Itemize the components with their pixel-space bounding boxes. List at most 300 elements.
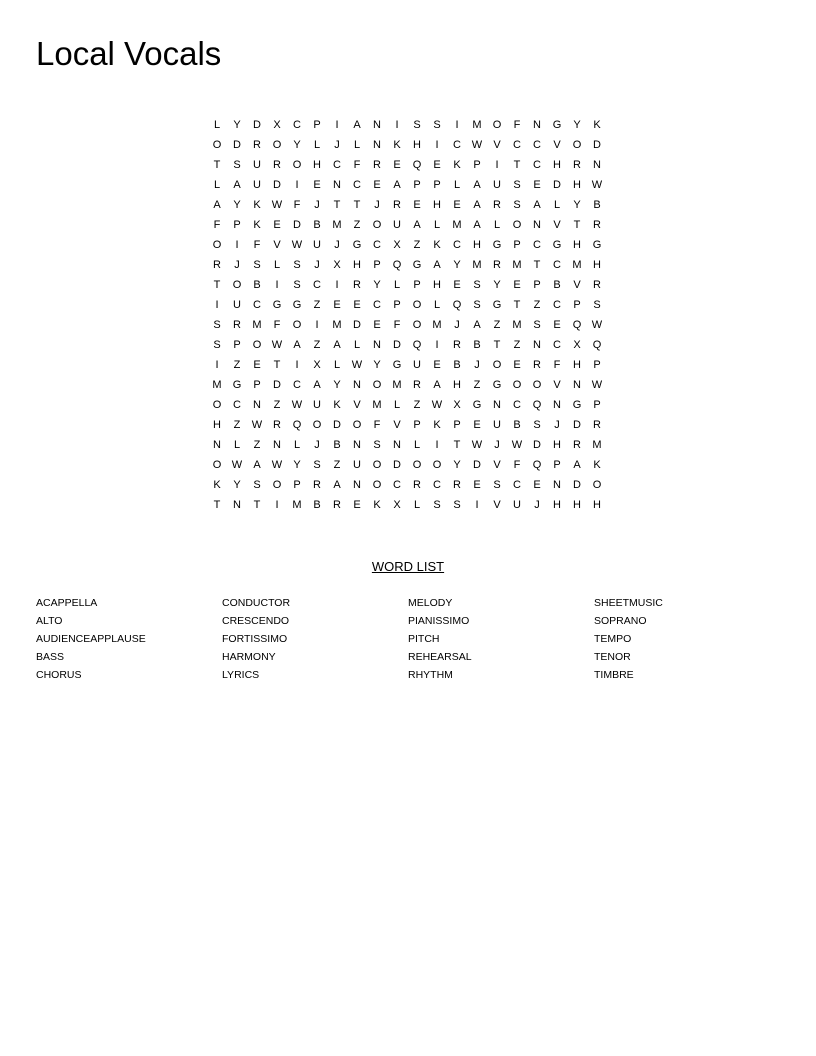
grid-letter: W <box>591 319 603 331</box>
grid-letter: G <box>232 379 242 391</box>
grid-letter: T <box>513 299 521 311</box>
grid-letter: R <box>353 279 361 291</box>
grid-letter: F <box>353 159 361 171</box>
grid-letter: A <box>473 199 481 211</box>
grid-letter: A <box>413 219 421 231</box>
grid-letter: W <box>591 179 603 191</box>
grid-letter: E <box>413 199 421 211</box>
grid-letter: L <box>333 359 341 371</box>
grid-letter: I <box>315 319 319 331</box>
grid-letter: G <box>412 259 422 271</box>
grid-letter: A <box>253 459 261 471</box>
grid-letter: H <box>553 499 561 511</box>
grid-letter: M <box>252 319 262 331</box>
word-list-item: CONDUCTOR <box>222 597 291 609</box>
grid-letter: U <box>313 239 321 251</box>
grid-letter: M <box>572 259 582 271</box>
word-list-item: PIANISSIMO <box>408 615 470 627</box>
grid-letter: K <box>253 199 261 211</box>
grid-letter: X <box>453 399 461 411</box>
letter-grid <box>207 115 607 515</box>
grid-letter: Y <box>573 199 581 211</box>
grid-letter: W <box>511 439 523 451</box>
grid-letter: S <box>513 179 521 191</box>
grid-letter: U <box>233 299 241 311</box>
grid-letter: H <box>573 179 581 191</box>
grid-letter: Y <box>233 479 241 491</box>
grid-letter: S <box>593 299 601 311</box>
grid-letter: O <box>292 319 302 331</box>
grid-letter: G <box>552 239 562 251</box>
grid-letter: K <box>453 159 461 171</box>
word-list-item: HARMONY <box>222 651 276 663</box>
grid-letter: D <box>533 439 541 451</box>
grid-letter: R <box>593 419 601 431</box>
grid-letter: H <box>433 279 441 291</box>
grid-letter: J <box>334 139 340 151</box>
grid-letter: Z <box>333 459 341 471</box>
grid-letter: O <box>212 239 222 251</box>
grid-letter: X <box>313 359 321 371</box>
grid-letter: Z <box>473 379 481 391</box>
grid-letter: P <box>253 379 261 391</box>
grid-letter: C <box>333 159 341 171</box>
grid-letter: P <box>413 279 421 291</box>
grid-letter: R <box>493 259 501 271</box>
grid-letter: P <box>473 159 481 171</box>
grid-letter: R <box>273 419 281 431</box>
word-list <box>36 594 780 684</box>
grid-letter: E <box>353 499 361 511</box>
grid-letter: N <box>333 179 341 191</box>
grid-letter: E <box>433 159 441 171</box>
grid-letter: C <box>513 399 521 411</box>
grid-letter: J <box>554 419 560 431</box>
grid-letter: N <box>373 119 381 131</box>
grid-letter: B <box>453 359 461 371</box>
grid-letter: N <box>373 139 381 151</box>
grid-letter: T <box>333 199 341 211</box>
grid-letter: R <box>573 439 581 451</box>
grid-letter: O <box>212 459 222 471</box>
grid-letter: A <box>473 319 481 331</box>
grid-letter: J <box>234 259 240 271</box>
grid-letter: S <box>293 259 301 271</box>
grid-letter: A <box>573 459 581 471</box>
grid-letter: W <box>271 339 283 351</box>
grid-letter: D <box>273 179 281 191</box>
grid-letter: W <box>231 459 243 471</box>
grid-letter: M <box>332 219 342 231</box>
grid-letter: L <box>353 339 361 351</box>
grid-letter: S <box>453 499 461 511</box>
grid-letter: G <box>472 399 482 411</box>
grid-letter: U <box>493 179 501 191</box>
grid-letter: N <box>213 439 221 451</box>
grid-letter: E <box>533 179 541 191</box>
grid-letter: N <box>233 499 241 511</box>
grid-letter: I <box>235 239 239 251</box>
grid-letter: K <box>213 479 221 491</box>
grid-letter: M <box>432 319 442 331</box>
grid-letter: O <box>572 139 582 151</box>
grid-letter: Q <box>532 399 542 411</box>
grid-letter: G <box>572 399 582 411</box>
grid-letter: V <box>393 419 401 431</box>
grid-letter: L <box>213 119 221 131</box>
grid-letter: C <box>553 259 561 271</box>
grid-letter: P <box>433 179 441 191</box>
grid-letter: N <box>273 439 281 451</box>
grid-letter: I <box>435 439 439 451</box>
grid-letter: O <box>412 299 422 311</box>
grid-letter: V <box>573 279 581 291</box>
grid-letter: C <box>393 479 401 491</box>
grid-letter: G <box>392 359 402 371</box>
grid-letter: C <box>433 479 441 491</box>
grid-letter: V <box>553 219 561 231</box>
grid-letter: W <box>271 459 283 471</box>
grid-letter: E <box>453 279 461 291</box>
grid-letter: A <box>393 179 401 191</box>
grid-letter: E <box>373 179 381 191</box>
grid-letter: K <box>593 119 601 131</box>
grid-letter: R <box>453 339 461 351</box>
grid-letter: U <box>253 179 261 191</box>
grid-letter: L <box>413 439 421 451</box>
grid-letter: I <box>295 359 299 371</box>
grid-letter: M <box>212 379 222 391</box>
grid-letter: Z <box>313 339 321 351</box>
grid-letter: H <box>353 259 361 271</box>
grid-letter: V <box>273 239 281 251</box>
grid-letter: I <box>215 299 219 311</box>
grid-letter: R <box>453 479 461 491</box>
grid-letter: B <box>513 419 521 431</box>
grid-letter: B <box>553 279 561 291</box>
grid-letter: H <box>593 259 601 271</box>
grid-letter: M <box>392 379 402 391</box>
grid-letter: P <box>553 459 561 471</box>
grid-letter: B <box>313 219 321 231</box>
grid-letter: W <box>351 359 363 371</box>
grid-letter: I <box>275 279 279 291</box>
grid-letter: N <box>353 479 361 491</box>
grid-letter: R <box>333 499 341 511</box>
word-list-item: CRESCENDO <box>222 615 290 627</box>
grid-letter: P <box>233 339 241 351</box>
grid-letter: R <box>213 259 221 271</box>
grid-letter: G <box>292 299 302 311</box>
grid-letter: Y <box>493 279 501 291</box>
grid-letter: N <box>573 379 581 391</box>
grid-letter: S <box>373 439 381 451</box>
grid-letter: Z <box>533 299 541 311</box>
grid-letter: M <box>472 259 482 271</box>
grid-letter: E <box>333 299 341 311</box>
grid-letter: X <box>273 119 281 131</box>
grid-letter: A <box>213 199 221 211</box>
grid-letter: S <box>253 259 261 271</box>
grid-letter: H <box>573 239 581 251</box>
grid-letter: S <box>533 319 541 331</box>
grid-letter: N <box>553 399 561 411</box>
grid-letter: A <box>313 379 321 391</box>
grid-letter: C <box>513 479 521 491</box>
grid-letter: D <box>573 479 581 491</box>
grid-letter: N <box>533 119 541 131</box>
grid-letter: S <box>533 419 541 431</box>
grid-letter: O <box>232 279 242 291</box>
grid-letter: Q <box>572 319 582 331</box>
grid-letter: J <box>374 199 380 211</box>
grid-letter: V <box>493 499 501 511</box>
grid-letter: O <box>312 419 322 431</box>
grid-letter: F <box>393 319 401 331</box>
grid-letter: M <box>452 219 462 231</box>
word-list-item: MELODY <box>408 597 453 609</box>
grid-letter: O <box>432 459 442 471</box>
grid-letter: W <box>291 399 303 411</box>
grid-letter: I <box>495 159 499 171</box>
grid-letter: H <box>413 139 421 151</box>
grid-letter: T <box>453 439 461 451</box>
grid-letter: P <box>373 259 381 271</box>
grid-letter: D <box>293 219 301 231</box>
grid-letter: J <box>534 499 540 511</box>
grid-letter: J <box>454 319 460 331</box>
grid-letter: E <box>393 159 401 171</box>
word-list-item: LYRICS <box>222 669 260 681</box>
grid-letter: R <box>393 199 401 211</box>
grid-letter: T <box>573 219 581 231</box>
grid-letter: H <box>553 439 561 451</box>
grid-letter: E <box>553 319 561 331</box>
grid-letter: I <box>475 499 479 511</box>
grid-letter: R <box>593 279 601 291</box>
grid-letter: K <box>433 239 441 251</box>
grid-letter: K <box>253 219 261 231</box>
word-list-heading <box>0 559 816 575</box>
grid-letter: M <box>592 439 602 451</box>
grid-letter: T <box>253 499 261 511</box>
grid-letter: K <box>593 459 601 471</box>
grid-letter: A <box>433 379 441 391</box>
grid-letter: E <box>373 319 381 331</box>
grid-letter: N <box>393 439 401 451</box>
grid-letter: F <box>213 219 221 231</box>
grid-letter: Z <box>353 219 361 231</box>
grid-letter: C <box>453 139 461 151</box>
grid-letter: F <box>513 459 521 471</box>
word-list-item: RHYTHM <box>408 669 453 681</box>
grid-letter: A <box>533 199 541 211</box>
grid-letter: I <box>455 119 459 131</box>
grid-letter: H <box>573 359 581 371</box>
grid-letter: D <box>393 339 401 351</box>
word-list-item: TIMBRE <box>594 669 634 681</box>
grid-letter: A <box>333 479 341 491</box>
grid-letter: D <box>393 459 401 471</box>
grid-letter: N <box>533 339 541 351</box>
grid-letter: O <box>372 459 382 471</box>
grid-letter: U <box>313 399 321 411</box>
grid-letter: Y <box>373 359 381 371</box>
grid-letter: H <box>573 499 581 511</box>
grid-letter: S <box>213 319 221 331</box>
word-list-item: AUDIENCEAPPLAUSE <box>36 633 146 645</box>
grid-letter: O <box>272 139 282 151</box>
grid-letter: I <box>215 359 219 371</box>
grid-letter: T <box>273 359 281 371</box>
grid-letter: M <box>332 319 342 331</box>
grid-letter: I <box>395 119 399 131</box>
grid-letter: R <box>493 199 501 211</box>
grid-letter: E <box>253 359 261 371</box>
word-list-heading-text: WORD LIST <box>371 559 445 574</box>
grid-letter: U <box>513 499 521 511</box>
grid-letter: V <box>553 139 561 151</box>
grid-letter: X <box>573 339 581 351</box>
grid-letter: B <box>593 199 601 211</box>
grid-letter: S <box>473 299 481 311</box>
grid-letter: K <box>333 399 341 411</box>
grid-letter: C <box>453 239 461 251</box>
grid-letter: Z <box>313 299 321 311</box>
word-list-item: FORTISSIMO <box>222 633 288 645</box>
grid-letter: Q <box>392 259 402 271</box>
grid-letter: L <box>553 199 561 211</box>
grid-letter: V <box>553 379 561 391</box>
grid-letter: J <box>314 199 320 211</box>
grid-letter: A <box>353 119 361 131</box>
grid-letter: S <box>433 119 441 131</box>
grid-letter: K <box>373 499 381 511</box>
grid-letter: U <box>493 419 501 431</box>
grid-letter: L <box>213 179 221 191</box>
grid-letter: T <box>493 339 501 351</box>
word-list-item: TENOR <box>594 651 631 663</box>
grid-letter: T <box>533 259 541 271</box>
grid-letter: M <box>512 259 522 271</box>
grid-letter: L <box>493 219 501 231</box>
grid-letter: W <box>251 419 263 431</box>
grid-letter: S <box>213 339 221 351</box>
grid-letter: O <box>512 379 522 391</box>
grid-letter: E <box>473 479 481 491</box>
grid-letter: O <box>412 319 422 331</box>
grid-letter: H <box>553 159 561 171</box>
grid-letter: U <box>253 159 261 171</box>
grid-letter: E <box>353 299 361 311</box>
grid-letter: O <box>412 459 422 471</box>
grid-letter: C <box>373 239 381 251</box>
grid-letter: E <box>513 279 521 291</box>
grid-letter: D <box>573 419 581 431</box>
grid-letter: C <box>313 279 321 291</box>
grid-letter: E <box>473 419 481 431</box>
grid-letter: D <box>353 319 361 331</box>
grid-letter: Z <box>253 439 261 451</box>
grid-letter: H <box>593 499 601 511</box>
grid-letter: O <box>372 379 382 391</box>
grid-letter: P <box>313 119 321 131</box>
grid-letter: Q <box>532 459 542 471</box>
grid-letter: R <box>233 319 241 331</box>
grid-letter: C <box>293 119 301 131</box>
word-list-item: REHEARSAL <box>408 651 472 663</box>
grid-letter: N <box>593 159 601 171</box>
grid-letter: U <box>353 459 361 471</box>
word-list-item: SHEETMUSIC <box>594 597 663 609</box>
grid-letter: R <box>573 159 581 171</box>
grid-letter: O <box>492 119 502 131</box>
grid-letter: I <box>335 119 339 131</box>
grid-letter: C <box>373 299 381 311</box>
grid-letter: I <box>435 339 439 351</box>
grid-letter: F <box>513 119 521 131</box>
grid-letter: L <box>353 139 361 151</box>
grid-letter: P <box>293 479 301 491</box>
grid-letter: M <box>472 119 482 131</box>
grid-letter: Z <box>493 319 501 331</box>
grid-letter: W <box>431 399 443 411</box>
word-list-item: TEMPO <box>594 633 632 645</box>
grid-letter: K <box>433 419 441 431</box>
grid-letter: V <box>493 459 501 471</box>
word-list-item: PITCH <box>408 633 440 645</box>
word-list-item: BASS <box>36 651 65 663</box>
grid-letter: P <box>453 419 461 431</box>
grid-letter: C <box>533 139 541 151</box>
grid-letter: D <box>333 419 341 431</box>
grid-letter: E <box>453 199 461 211</box>
grid-letter: P <box>413 419 421 431</box>
grid-letter: B <box>473 339 481 351</box>
page-title: Local Vocals <box>36 35 222 72</box>
grid-letter: U <box>393 219 401 231</box>
grid-letter: A <box>473 179 481 191</box>
grid-letter: G <box>492 239 502 251</box>
grid-letter: O <box>372 219 382 231</box>
grid-letter: P <box>513 239 521 251</box>
word-list-item: ACAPPELLA <box>36 597 98 609</box>
grid-letter: P <box>593 359 601 371</box>
grid-letter: V <box>353 399 361 411</box>
word-list-item: SOPRANO <box>594 615 647 627</box>
grid-letter: W <box>471 139 483 151</box>
grid-letter: Y <box>233 119 241 131</box>
grid-letter: T <box>513 159 521 171</box>
grid-letter: J <box>494 439 500 451</box>
grid-letter: Y <box>293 139 301 151</box>
grid-letter: Z <box>513 339 521 351</box>
grid-letter: A <box>433 259 441 271</box>
grid-letter: C <box>353 179 361 191</box>
grid-letter: H <box>473 239 481 251</box>
grid-letter: Z <box>233 419 241 431</box>
grid-letter: M <box>512 319 522 331</box>
grid-letter: P <box>533 279 541 291</box>
grid-letter: L <box>433 299 441 311</box>
grid-letter: P <box>593 399 601 411</box>
grid-letter: N <box>553 479 561 491</box>
grid-letter: E <box>513 359 521 371</box>
grid-letter: L <box>413 499 421 511</box>
grid-letter: A <box>233 179 241 191</box>
grid-letter: W <box>591 379 603 391</box>
grid-letter: W <box>291 239 303 251</box>
